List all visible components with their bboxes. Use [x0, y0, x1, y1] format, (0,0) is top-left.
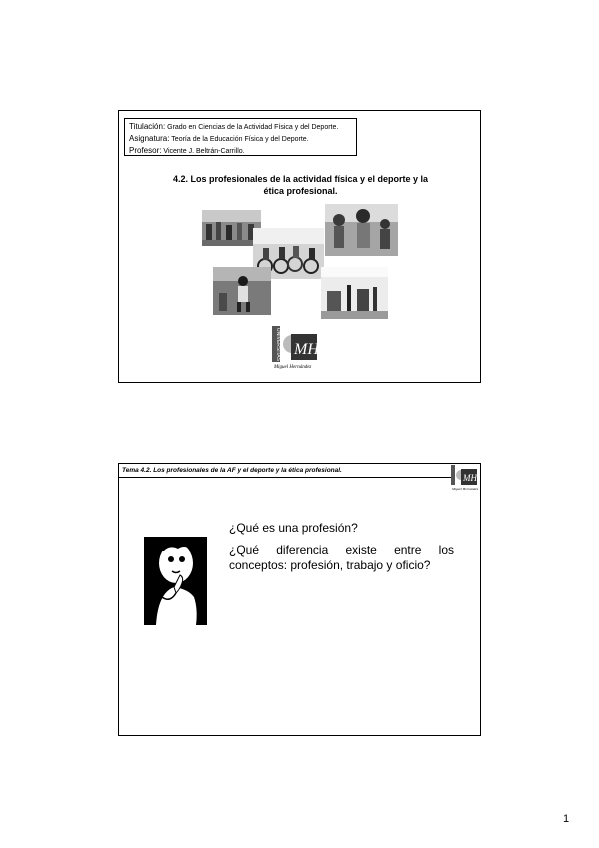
photo-gym [321, 267, 388, 319]
svg-text:UNIVERSITAS: UNIVERSITAS [275, 328, 281, 361]
page-number: 1 [563, 813, 570, 825]
question-2: ¿Qué diferencia existe entre los conceptos: profesión, trabajo y oficio? [229, 543, 454, 572]
profesor-line: Profesor: Vicente J. Beltrán-Carrillo. [129, 146, 245, 155]
slide-header: Tema 4.2. Los profesionales de la AF y el deporte y la ética profesional. [119, 464, 451, 478]
thinking-person-icon [144, 537, 207, 625]
university-logo [272, 326, 322, 370]
slide-1 [118, 110, 481, 383]
svg-text:MH: MH [463, 473, 477, 483]
university-logo-small [451, 465, 479, 491]
question-1: ¿Qué es una profesión? [229, 521, 358, 535]
titulacion-line: Titulación: Grado en Ciencias de la Actividad Física y del Deporte. [129, 122, 339, 131]
svg-text:MH: MH [294, 341, 319, 358]
asignatura-line: Asignatura: Teoría de la Educación Física y del Deporte. [129, 134, 309, 143]
svg-text:Miguel Hernández: Miguel Hernández [452, 487, 479, 491]
svg-text:Miguel Hernández: Miguel Hernández [274, 365, 312, 370]
slide-2 [118, 463, 481, 736]
slide-title: 4.2. Los profesionales de la actividad física y el deporte y la ética profesional. [172, 174, 429, 196]
photo-child-running [213, 267, 271, 315]
course-info-box [124, 118, 357, 156]
photo-children-group [325, 204, 398, 256]
